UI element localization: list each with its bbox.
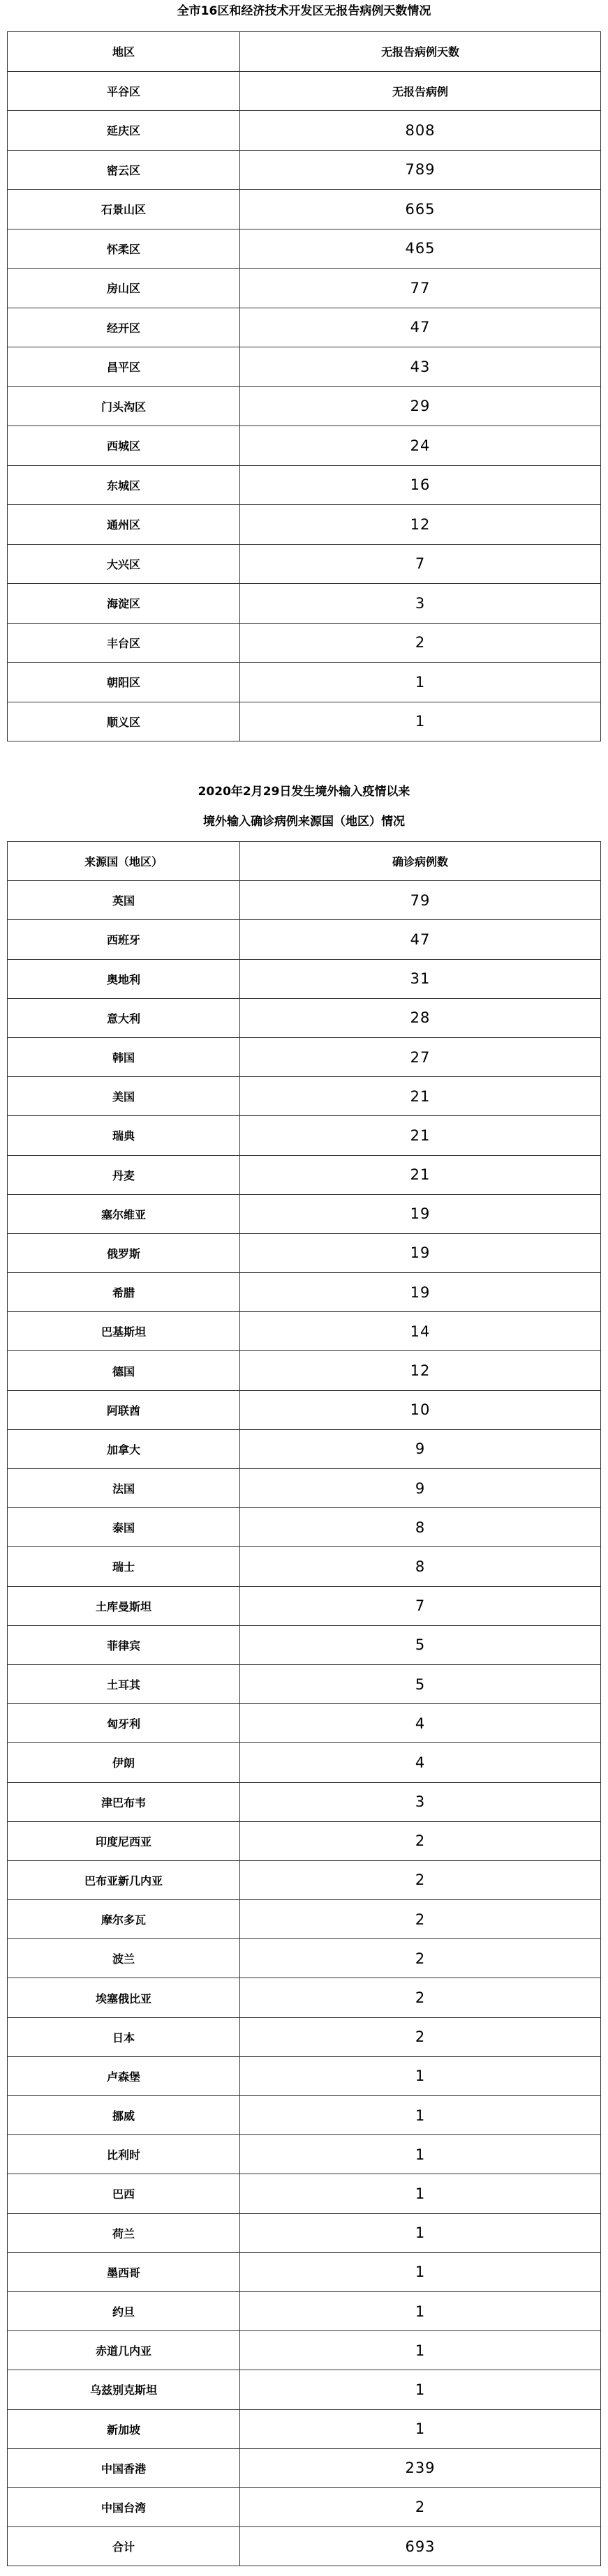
- row-label: 挪威: [8, 2096, 240, 2135]
- table-row: [8, 1469, 601, 1508]
- row-value: 47: [240, 920, 601, 959]
- row-label: 丰台区: [8, 623, 240, 663]
- row-value: 5: [240, 1625, 601, 1664]
- table-row: [8, 1116, 601, 1155]
- row-label: 奥地利: [8, 959, 240, 998]
- row-value: 1: [240, 2135, 601, 2174]
- row-value: 43: [240, 347, 601, 387]
- row-label: 房山区: [8, 269, 240, 308]
- row-label: 英国: [8, 881, 240, 920]
- row-value: 1: [240, 2252, 601, 2291]
- row-label: 新加坡: [8, 2409, 240, 2448]
- row-value: 2: [240, 1860, 601, 1899]
- table-row: [8, 2056, 601, 2095]
- row-label: 阿联酋: [8, 1390, 240, 1429]
- row-value: 19: [240, 1194, 601, 1233]
- row-value: 19: [240, 1233, 601, 1272]
- row-label: 海淀区: [8, 584, 240, 624]
- row-value: 3: [240, 1782, 601, 1821]
- table-row: [8, 269, 601, 308]
- row-label: 东城区: [8, 465, 240, 505]
- row-label: 加拿大: [8, 1429, 240, 1468]
- row-value: 5: [240, 1664, 601, 1703]
- row-value: 77: [240, 269, 601, 308]
- row-value: 29: [240, 386, 601, 426]
- table-row: [8, 544, 601, 584]
- row-value: 8: [240, 1508, 601, 1547]
- row-value: 12: [240, 1351, 601, 1390]
- table-row: [8, 2448, 601, 2487]
- row-label: 西班牙: [8, 920, 240, 959]
- row-value: 465: [240, 229, 601, 269]
- table-row: [8, 2487, 601, 2526]
- row-value: 2: [240, 1978, 601, 2017]
- row-label: 墨西哥: [8, 2252, 240, 2291]
- row-label: 合计: [8, 2527, 240, 2566]
- table-row: [8, 2331, 601, 2370]
- row-label: 卢森堡: [8, 2056, 240, 2095]
- row-value: 4: [240, 1704, 601, 1743]
- row-label: 瑞典: [8, 1116, 240, 1155]
- table-row: [8, 920, 601, 959]
- row-label: 美国: [8, 1077, 240, 1116]
- row-label: 塞尔维亚: [8, 1194, 240, 1233]
- table-row: [8, 1273, 601, 1312]
- table-row: [8, 1351, 601, 1390]
- table-row: [8, 881, 601, 920]
- column-header-source: 来源国（地区）: [8, 842, 240, 881]
- row-value: 19: [240, 1273, 601, 1312]
- table-row: [8, 2409, 601, 2448]
- row-value: 1: [240, 2291, 601, 2330]
- row-value: 10: [240, 1390, 601, 1429]
- table-row: [8, 2096, 601, 2135]
- row-label: 约旦: [8, 2291, 240, 2330]
- row-value: 3: [240, 584, 601, 624]
- table-row: [8, 2213, 601, 2252]
- row-label: 德国: [8, 1351, 240, 1390]
- row-value: 2: [240, 2487, 601, 2526]
- row-label: 比利时: [8, 2135, 240, 2174]
- row-label: 菲律宾: [8, 1625, 240, 1664]
- row-value: 693: [240, 2527, 601, 2566]
- column-header-district: 地区: [8, 32, 240, 72]
- table-header-row: [8, 32, 601, 72]
- table-row: [8, 1037, 601, 1076]
- row-label: 石景山区: [8, 190, 240, 229]
- row-label: 埃塞俄比亚: [8, 1978, 240, 2017]
- table-row: [8, 386, 601, 426]
- row-value: 28: [240, 998, 601, 1037]
- row-value: 9: [240, 1469, 601, 1508]
- row-value: 2: [240, 1900, 601, 1939]
- table-row: [8, 1900, 601, 1939]
- row-value: 7: [240, 544, 601, 584]
- district-days-table: [7, 31, 601, 741]
- row-label: 延庆区: [8, 111, 240, 151]
- row-value: 79: [240, 881, 601, 920]
- row-label: 韩国: [8, 1037, 240, 1076]
- row-label: 怀柔区: [8, 229, 240, 269]
- table-row: [8, 2135, 601, 2174]
- row-value: 1: [240, 702, 601, 741]
- table-row: [8, 426, 601, 466]
- table-row: [8, 347, 601, 387]
- row-value: 239: [240, 2448, 601, 2487]
- row-label: 摩尔多瓦: [8, 1900, 240, 1939]
- row-value: 无报告病例: [240, 71, 601, 111]
- row-label: 泰国: [8, 1508, 240, 1547]
- column-header-cases: 确诊病例数: [240, 842, 601, 881]
- table-row: [8, 1625, 601, 1664]
- row-value: 47: [240, 308, 601, 347]
- table-row: [8, 308, 601, 347]
- table-row: [8, 190, 601, 229]
- row-value: 9: [240, 1429, 601, 1468]
- row-label: 密云区: [8, 150, 240, 190]
- table-row: [8, 959, 601, 998]
- row-label: 朝阳区: [8, 663, 240, 702]
- table-row: [8, 623, 601, 663]
- row-value: 27: [240, 1037, 601, 1076]
- row-value: 2: [240, 2017, 601, 2056]
- row-value: 1: [240, 2370, 601, 2409]
- row-value: 21: [240, 1155, 601, 1194]
- table-row: [8, 2527, 601, 2566]
- table-row: [8, 1155, 601, 1194]
- row-value: 1: [240, 2409, 601, 2448]
- section2-title-line2: 境外输入确诊病例来源国（地区）情况: [203, 815, 405, 829]
- table-row: [8, 1547, 601, 1586]
- row-label: 门头沟区: [8, 386, 240, 426]
- row-label: 伊朗: [8, 1743, 240, 1782]
- row-value: 4: [240, 1743, 601, 1782]
- row-label: 乌兹别克斯坦: [8, 2370, 240, 2409]
- row-label: 西城区: [8, 426, 240, 466]
- row-value: 21: [240, 1077, 601, 1116]
- row-label: 丹麦: [8, 1155, 240, 1194]
- row-value: 2: [240, 623, 601, 663]
- table-row: [8, 702, 601, 741]
- table-row: [8, 1743, 601, 1782]
- table-row: [8, 998, 601, 1037]
- table-row: [8, 1860, 601, 1899]
- row-label: 法国: [8, 1469, 240, 1508]
- table-row: [8, 1586, 601, 1625]
- row-label: 巴基斯坦: [8, 1312, 240, 1351]
- row-value: 808: [240, 111, 601, 151]
- row-value: 1: [240, 2174, 601, 2213]
- row-label: 赤道几内亚: [8, 2331, 240, 2370]
- table-row: [8, 1312, 601, 1351]
- column-header-days: 无报告病例天数: [240, 32, 601, 72]
- table-row: [8, 1194, 601, 1233]
- table-row: [8, 2370, 601, 2409]
- row-value: 12: [240, 505, 601, 545]
- row-value: 665: [240, 190, 601, 229]
- row-value: 1: [240, 2331, 601, 2370]
- table-row: [8, 1939, 601, 1978]
- row-label: 俄罗斯: [8, 1233, 240, 1272]
- row-label: 昌平区: [8, 347, 240, 387]
- row-value: 31: [240, 959, 601, 998]
- row-value: 2: [240, 1821, 601, 1860]
- table-row: [8, 229, 601, 269]
- table-row: [8, 111, 601, 151]
- table-row: [8, 1782, 601, 1821]
- row-label: 巴西: [8, 2174, 240, 2213]
- row-label: 波兰: [8, 1939, 240, 1978]
- row-value: 1: [240, 2096, 601, 2135]
- table-row: [8, 1233, 601, 1272]
- table-row: [8, 1429, 601, 1468]
- table-row: [8, 150, 601, 190]
- row-value: 7: [240, 1586, 601, 1625]
- row-value: 1: [240, 2056, 601, 2095]
- section1-title: 全市16区和经济技术开发区无报告病例天数情况: [177, 4, 431, 18]
- table-row: [8, 1077, 601, 1116]
- row-value: 16: [240, 465, 601, 505]
- table-row: [8, 663, 601, 702]
- row-label: 大兴区: [8, 544, 240, 584]
- row-label: 通州区: [8, 505, 240, 545]
- row-value: 789: [240, 150, 601, 190]
- table-row: [8, 71, 601, 111]
- imported-cases-table: [7, 841, 601, 2566]
- row-label: 印度尼西亚: [8, 1821, 240, 1860]
- table-row: [8, 2291, 601, 2330]
- row-label: 平谷区: [8, 71, 240, 111]
- table-row: [8, 584, 601, 624]
- table-row: [8, 2252, 601, 2291]
- row-label: 中国香港: [8, 2448, 240, 2487]
- table-row: [8, 1390, 601, 1429]
- row-label: 津巴布韦: [8, 1782, 240, 1821]
- row-label: 土库曼斯坦: [8, 1586, 240, 1625]
- row-value: 21: [240, 1116, 601, 1155]
- table-row: [8, 465, 601, 505]
- table-row: [8, 1978, 601, 2017]
- row-label: 瑞士: [8, 1547, 240, 1586]
- row-label: 土耳其: [8, 1664, 240, 1703]
- row-value: 14: [240, 1312, 601, 1351]
- row-label: 匈牙利: [8, 1704, 240, 1743]
- table-row: [8, 2174, 601, 2213]
- row-value: 24: [240, 426, 601, 466]
- row-label: 顺义区: [8, 702, 240, 741]
- table-header-row: [8, 842, 601, 881]
- row-label: 经开区: [8, 308, 240, 347]
- table-row: [8, 1664, 601, 1703]
- row-label: 中国台湾: [8, 2487, 240, 2526]
- table-row: [8, 1821, 601, 1860]
- row-label: 巴布亚新几内亚: [8, 1860, 240, 1899]
- table-row: [8, 2017, 601, 2056]
- table-row: [8, 505, 601, 545]
- row-label: 意大利: [8, 998, 240, 1037]
- row-label: 荷兰: [8, 2213, 240, 2252]
- row-label: 希腊: [8, 1273, 240, 1312]
- row-value: 8: [240, 1547, 601, 1586]
- row-value: 1: [240, 663, 601, 702]
- table-row: [8, 1704, 601, 1743]
- row-value: 2: [240, 1939, 601, 1978]
- row-value: 1: [240, 2213, 601, 2252]
- table-row: [8, 1508, 601, 1547]
- section2-title-line1: 2020年2月29日发生境外输入疫情以来: [198, 785, 410, 799]
- row-label: 日本: [8, 2017, 240, 2056]
